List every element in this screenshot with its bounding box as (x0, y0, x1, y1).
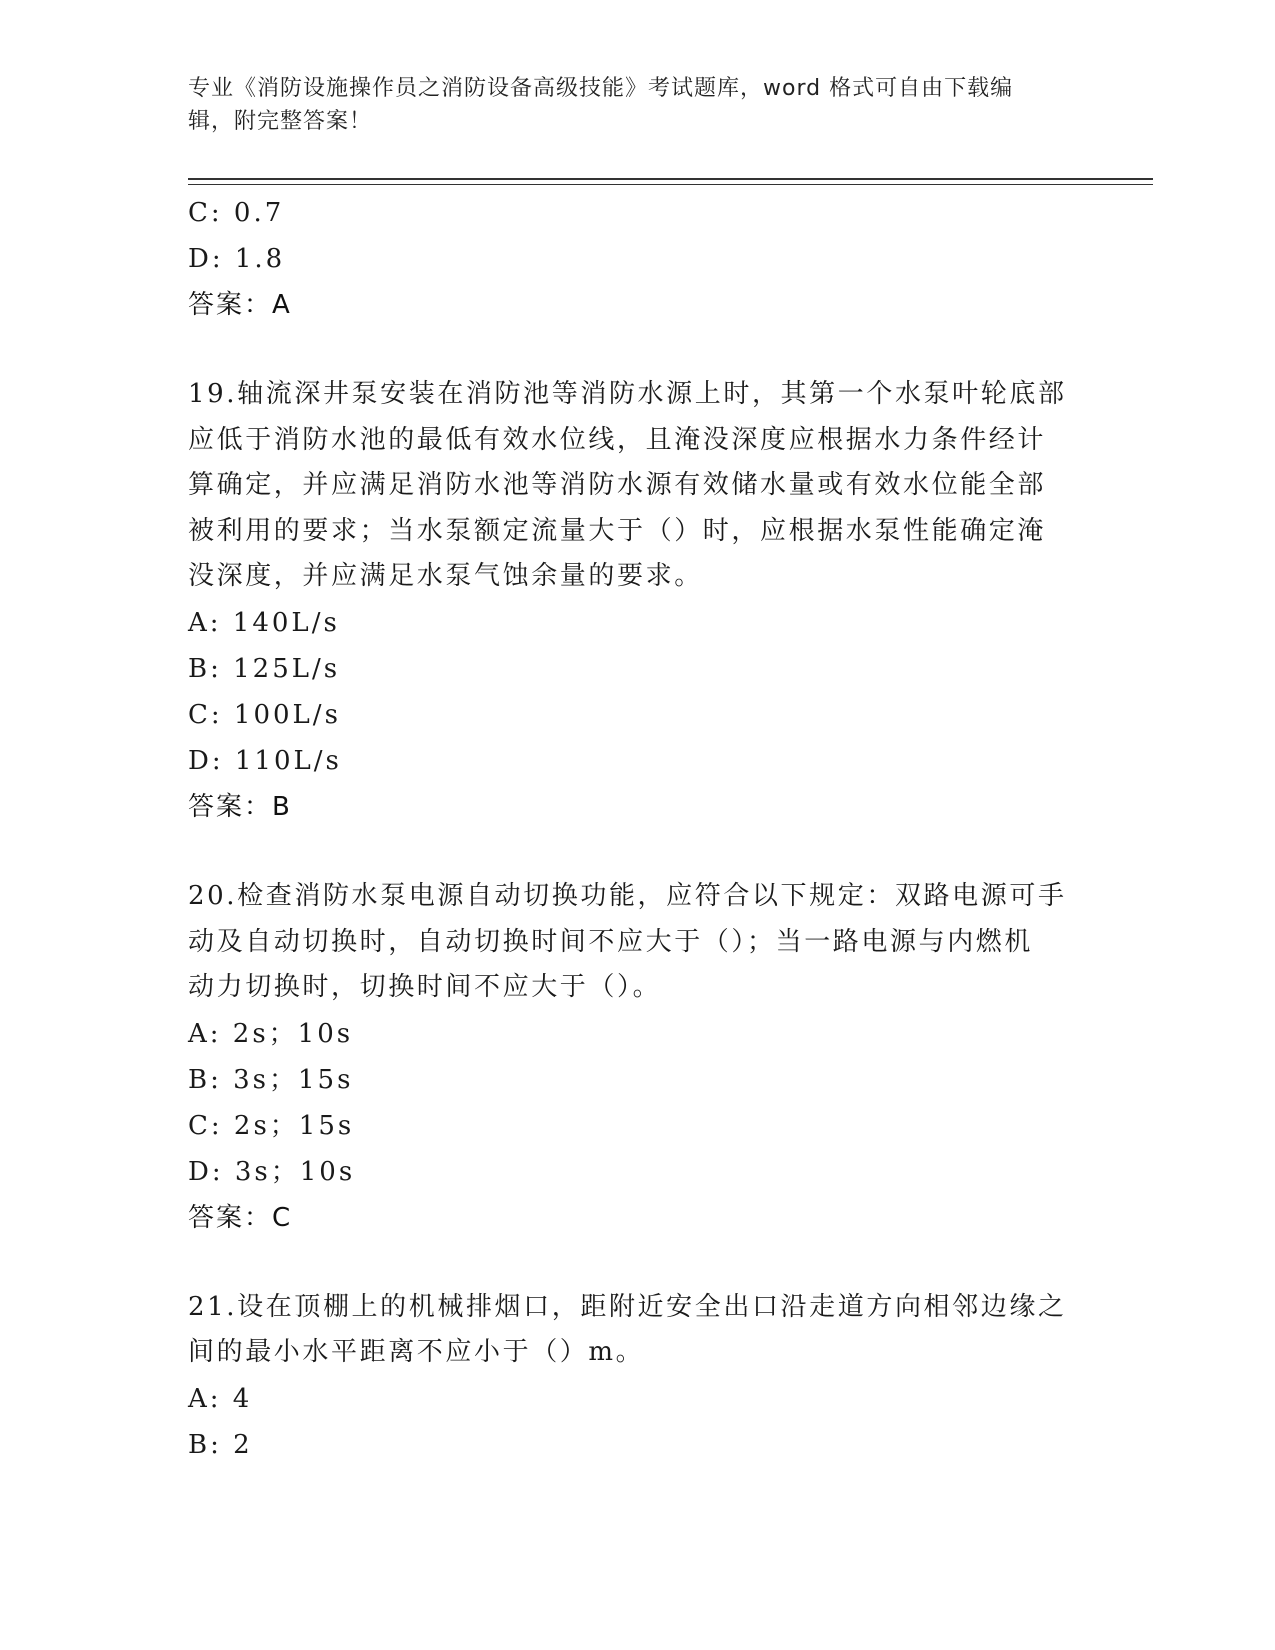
option-b: B: 125L/s (188, 653, 341, 684)
spacer (188, 328, 1088, 372)
answer-line: 答案：A (188, 290, 292, 320)
option-d: D: 1.8 (188, 244, 286, 274)
option-d: D: 110L/s (188, 745, 342, 776)
stem-line: 间的最小水平距离不应小于（）m。 (188, 1337, 645, 1368)
continued-question (188, 190, 1088, 328)
option-a: A: 140L/s (188, 607, 340, 638)
option-c: C: 100L/s (188, 699, 341, 730)
stem-line: 动力切换时，切换时间不应大于（）。 (188, 972, 662, 1003)
answer-line: 答案：C (188, 1202, 293, 1233)
stem-line: 21.设在顶棚上的机械排烟口，距附近安全出口沿走道方向相邻边缘之 (188, 1291, 1067, 1322)
option-d: D: 3s；10s (188, 1156, 356, 1187)
header-divider-thick (188, 178, 1153, 180)
option-b: B: 3s；15s (188, 1064, 354, 1095)
spacer (188, 830, 1088, 874)
option-c: C: 2s；15s (188, 1110, 355, 1141)
question-19 (188, 372, 1088, 830)
option-a: A: 4 (188, 1383, 253, 1414)
header-line-1: 专业《消防设施操作员之消防设备高级技能》考试题库，word 格式可自由下载编 (188, 76, 1014, 101)
spacer (188, 1241, 1088, 1285)
page-header (188, 72, 1088, 138)
stem-line: 被利用的要求；当水泵额定流量大于（）时，应根据水泵性能确定淹 (188, 515, 1047, 546)
question-content (188, 190, 1088, 1468)
question-stem (188, 1285, 1078, 1376)
header-line-2: 辑，附完整答案！ (188, 109, 373, 134)
answer-line: 答案：B (188, 791, 292, 822)
question-stem (188, 372, 1078, 600)
stem-line: 没深度，并应满足水泵气蚀余量的要求。 (188, 561, 703, 592)
question-stem (188, 874, 1078, 1011)
option-c: C: 0.7 (188, 198, 285, 228)
option-b: B: 2 (188, 1429, 253, 1460)
stem-line: 动及自动切换时，自动切换时间不应大于（）；当一路电源与内燃机 (188, 926, 1034, 957)
question-21 (188, 1285, 1088, 1468)
stem-line: 19.轴流深井泵安装在消防池等消防水源上时，其第一个水泵叶轮底部 (188, 379, 1067, 409)
header-divider-thin (188, 184, 1153, 185)
stem-line: 20.检查消防水泵电源自动切换功能，应符合以下规定：双路电源可手 (188, 880, 1067, 911)
option-a: A: 2s；10s (188, 1018, 354, 1049)
stem-line: 算确定，并应满足消防水池等消防水源有效储水量或有效水位能全部 (188, 470, 1047, 501)
question-20 (188, 874, 1088, 1241)
stem-line: 应低于消防水池的最低有效水位线，且淹没深度应根据水力条件经计 (188, 424, 1047, 455)
